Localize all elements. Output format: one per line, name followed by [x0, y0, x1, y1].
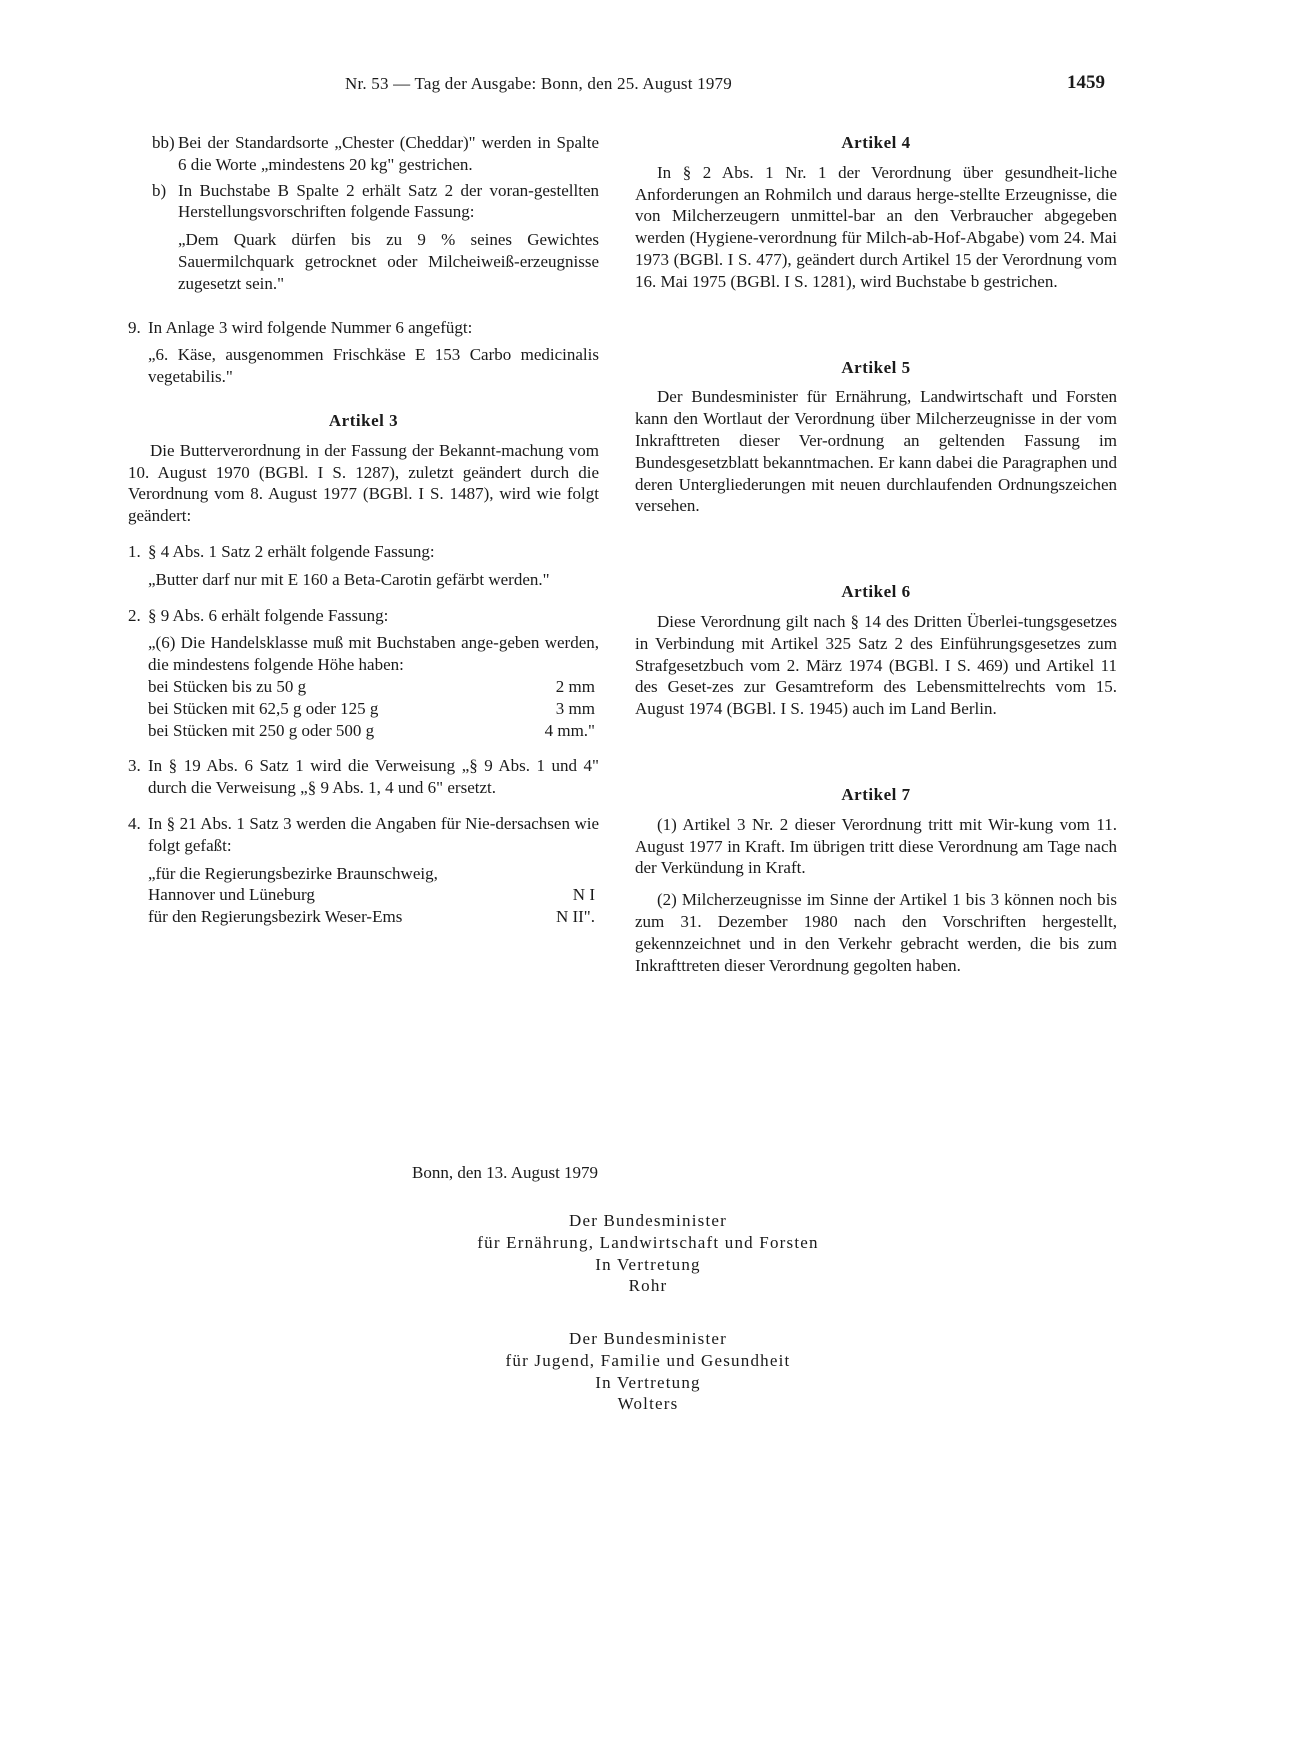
table-cell: Hannover und Lüneburg	[148, 885, 315, 905]
list-item-4	[128, 813, 599, 857]
article-heading: Artikel 6	[841, 582, 911, 602]
item-marker: bb)	[152, 133, 175, 152]
list-item-b	[128, 180, 599, 224]
article-paragraph-2: (2) Milcherzeugnisse im Sinne der Artikel 1 bis 3 können noch bis zum 31. Dezember 1980 nach den Vorschriften hergestellt, gekennzeichnet und in den Verkehr gebracht werden, die bis zum Inkrafttreten dieser Verordnung gegolten haben.	[635, 890, 1117, 975]
quoted-text: „Butter darf nur mit E 160 a Beta-Carotin gefärbt werden."	[148, 569, 550, 589]
table-row	[148, 676, 599, 698]
article-text: In § 2 Abs. 1 Nr. 1 der Verordnung über gesundheit-liche Anforderungen an Rohmilch und daraus herge-stellte Erzeugnisse, die von Milcherzeugern unmittel-bar an den Verbraucher abgegeben werden (Hygiene-verordnung für Milch-ab-Hof-Abgabe) vom 24. Mai 1973 (BGBl. I S. 477), geändert durch Artikel 15 der Verordnung vom 16. Mai 1975 (BGBl. I S. 1281), wird Buchstabe b gestrichen.	[635, 162, 1117, 291]
item-marker: 2.	[128, 605, 141, 625]
item-marker: b)	[152, 180, 167, 200]
article-heading: Artikel 4	[841, 133, 911, 152]
article-heading: Artikel 5	[841, 357, 911, 377]
table-cell: 2 mm	[555, 676, 595, 696]
signature-line: für Ernährung, Landwirtschaft und Forsten	[477, 1232, 819, 1252]
item-text: Bei der Standardsorte „Chester (Cheddar)" werden in Spalte 6 die Worte „mindestens 20 kg" gestrichen.	[178, 133, 599, 174]
signature-line: In Vertretung	[595, 1254, 701, 1274]
item-text: In Anlage 3 wird folgende Nummer 6 angefügt:	[148, 317, 473, 337]
table-cell: 4 mm."	[544, 720, 595, 740]
item-marker: 1.	[128, 541, 141, 561]
article-text: Diese Verordnung gilt nach § 14 des Dritten Überlei-tungsgesetzes in Verbindung mit Artikel 325 Satz 2 des Einführungsgesetzes zum Strafgesetzbuch vom 2. März 1974 (BGBl. I S. 469) und Artikel 11 des Geset-zes zur Gesamtreform des Lebensmittelrechts vom 15. August 1974 (BGBl. I S. 1945) auch im Land Berlin.	[635, 611, 1117, 719]
page-number: 1459	[1067, 72, 1105, 93]
item-text: In § 21 Abs. 1 Satz 3 werden die Angaben für Nie-dersachsen wie folgt gefaßt:	[148, 813, 599, 855]
list-item-3	[128, 755, 599, 799]
list-item-2	[128, 605, 599, 627]
right-column	[635, 132, 1117, 976]
table-cell: bei Stücken bis zu 50 g	[148, 676, 307, 696]
article-intro: Die Butterverordnung in der Fassung der Bekannt-machung vom 10. August 1970 (BGBl. I S. 1287), zuletzt geändert durch die Verordnung vom 8. August 1977 (BGBl. I S. 1487), wird wie folgt geändert:	[128, 440, 599, 526]
item-text: In § 19 Abs. 6 Satz 1 wird die Verweisung „§ 9 Abs. 1 und 4" durch die Verweisung „§ 9 Abs. 1, 4 und 6" ersetzt.	[148, 756, 599, 798]
table-cell: „für die Regierungsbezirke Braunschweig,	[148, 863, 438, 883]
article-heading: Artikel 7	[841, 784, 911, 804]
item-marker: 9.	[128, 317, 141, 337]
quoted-text: „6. Käse, ausgenommen Frischkäse E 153 Carbo medicinalis vegetabilis."	[148, 345, 599, 387]
list-item-9	[128, 317, 599, 339]
article-heading: Artikel 3	[328, 410, 399, 430]
quoted-text: „Dem Quark dürfen bis zu 9 % seines Gewichtes Sauermilchquark getrocknet oder Milcheiweiß-erzeugnisse zugesetzt sein."	[178, 230, 599, 293]
list-item-bb	[128, 132, 599, 176]
item-text: § 4 Abs. 1 Satz 2 erhält folgende Fassung:	[148, 541, 435, 561]
table-cell	[541, 863, 599, 885]
size-table	[148, 676, 599, 741]
item-marker: 4.	[128, 813, 141, 833]
signature-line: Der Bundesminister	[568, 1329, 728, 1348]
signature-line: Der Bundesminister	[568, 1211, 728, 1230]
table-row	[148, 720, 599, 742]
signature-line: für Jugend, Familie und Gesundheit	[505, 1350, 791, 1370]
signature-line: In Vertretung	[595, 1372, 701, 1392]
left-column	[128, 132, 599, 928]
table-cell: bei Stücken mit 250 g oder 500 g	[148, 720, 375, 740]
signature-name: Rohr	[628, 1276, 668, 1296]
table-cell: N I	[572, 885, 595, 905]
item-text: § 9 Abs. 6 erhält folgende Fassung:	[148, 605, 389, 625]
signature-block-1	[0, 1210, 1296, 1297]
table-cell: für den Regierungsbezirk Weser-Ems	[148, 907, 403, 927]
quoted-text: „(6) Die Handelsklasse muß mit Buchstaben ange-geben werden, die mindestens folgende Höhe haben:	[148, 633, 599, 675]
table-cell: 3 mm	[555, 698, 595, 718]
article-text: Der Bundesminister für Ernährung, Landwirtschaft und Forsten kann den Wortlaut der Verordnung über Milcherzeugnisse in der vom Inkrafttreten dieser Ver-ordnung an geltenden Fassung im Bundesgesetzblatt bekanntmachen. Er kann dabei die Paragraphen und deren Untergliederungen mit neuen durchlaufenden Ordnungszeichen versehen.	[635, 387, 1117, 516]
table-cell: N II".	[555, 907, 595, 927]
page-header	[0, 74, 1296, 100]
table-row	[148, 884, 599, 906]
article-paragraph-1: (1) Artikel 3 Nr. 2 dieser Verordnung tritt mit Wir-kung vom 11. August 1977 in Kraft. Im übrigen tritt diese Verordnung am Tage nach der Verkündung in Kraft.	[635, 814, 1117, 878]
item-text: In Buchstabe B Spalte 2 erhält Satz 2 der voran-gestellten Herstellungsvorschriften folgende Fassung:	[178, 180, 599, 222]
table-row	[148, 698, 599, 720]
table-cell: bei Stücken mit 62,5 g oder 125 g	[148, 698, 379, 718]
signature-name: Wolters	[617, 1394, 679, 1414]
table-row	[148, 906, 599, 928]
header-title: Nr. 53 — Tag der Ausgabe: Bonn, den 25. August 1979	[345, 74, 732, 93]
table-row	[148, 863, 599, 885]
signature-block-2	[0, 1328, 1296, 1415]
district-table	[148, 863, 599, 928]
signature-date: Bonn, den 13. August 1979	[412, 1163, 599, 1182]
list-item-1	[128, 541, 599, 563]
item-marker: 3.	[128, 756, 141, 776]
